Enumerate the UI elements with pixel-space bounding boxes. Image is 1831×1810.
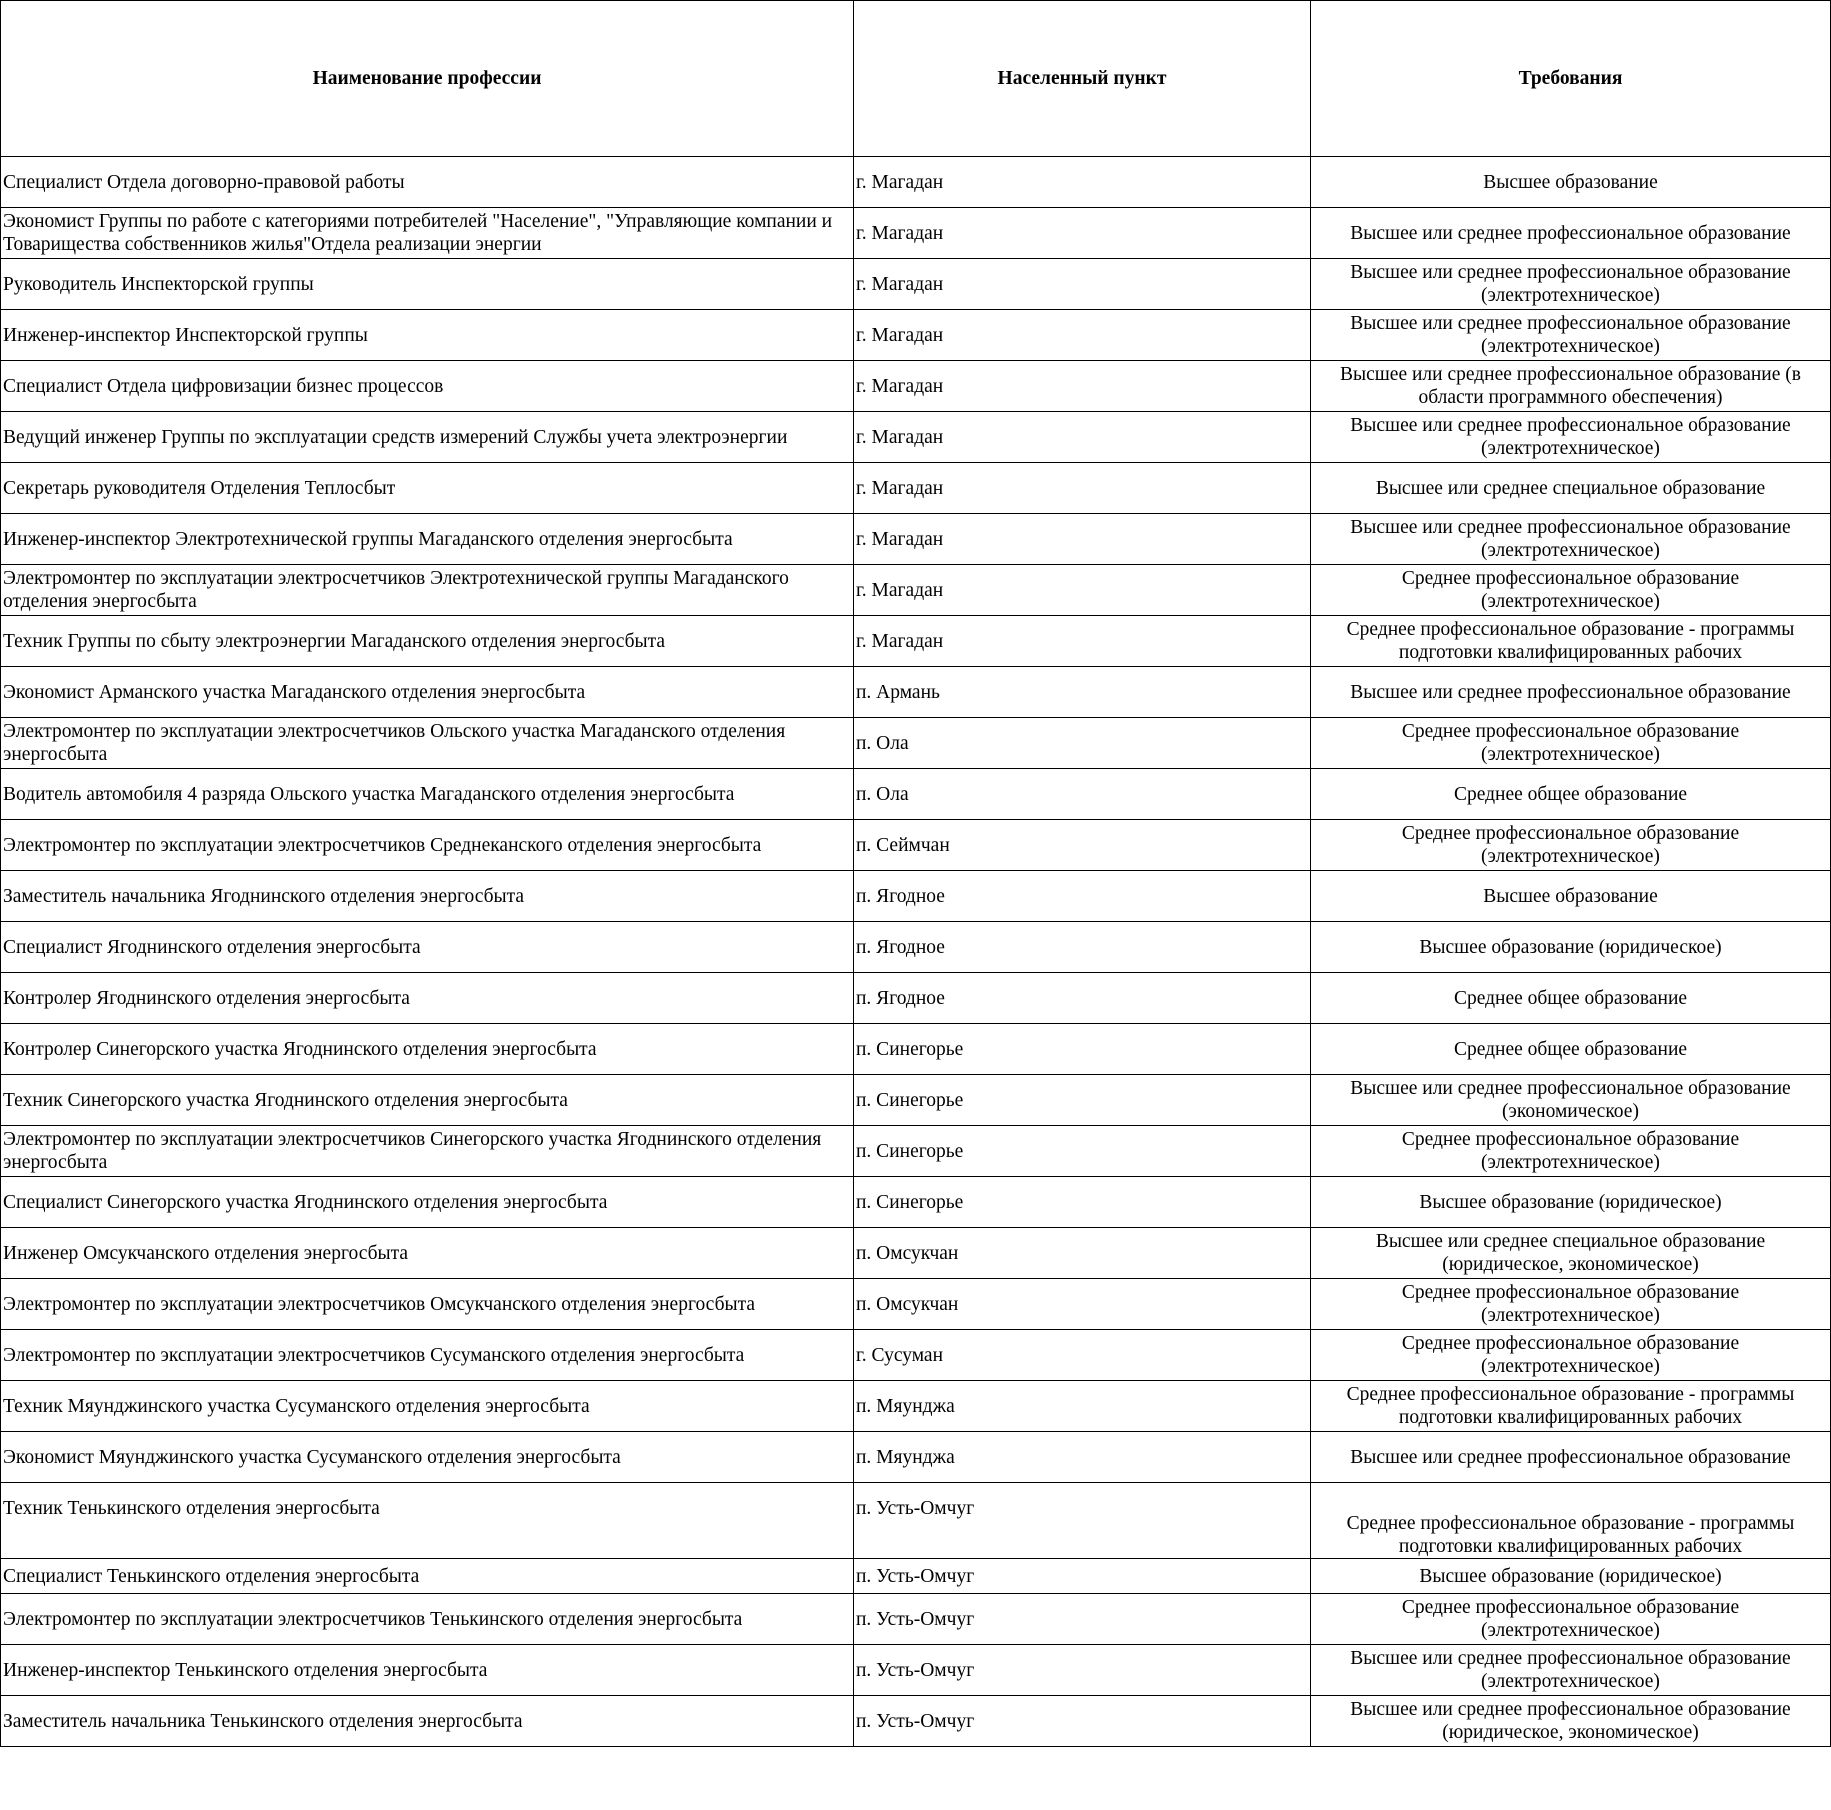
- location-cell: г. Магадан: [854, 259, 1311, 310]
- table-row: [1, 1024, 1831, 1075]
- location-cell: п. Усть-Омчуг: [854, 1483, 1311, 1559]
- table-row: [1, 361, 1831, 412]
- table-row: [1, 514, 1831, 565]
- table-row: [1, 1279, 1831, 1330]
- requirements-cell: Среднее профессиональное образование (электротехническое): [1311, 1126, 1831, 1177]
- location-cell: п. Усть-Омчуг: [854, 1594, 1311, 1645]
- profession-cell: Инженер-инспектор Тенькинского отделения энергосбыта: [1, 1645, 854, 1696]
- table-row: [1, 616, 1831, 667]
- profession-cell: Руководитель Инспекторской группы: [1, 259, 854, 310]
- location-cell: г. Магадан: [854, 310, 1311, 361]
- table-row: [1, 412, 1831, 463]
- profession-cell: Специалист Отдела договорно-правовой работы: [1, 157, 854, 208]
- table-row: [1, 973, 1831, 1024]
- table-row: [1, 1330, 1831, 1381]
- requirements-cell: Высшее образование (юридическое): [1311, 1559, 1831, 1594]
- profession-cell: Инженер-инспектор Инспекторской группы: [1, 310, 854, 361]
- profession-cell: Техник Группы по сбыту электроэнергии Магаданского отделения энергосбыта: [1, 616, 854, 667]
- table-row: [1, 259, 1831, 310]
- profession-cell: Специалист Синегорского участка Ягоднинского отделения энергосбыта: [1, 1177, 854, 1228]
- table-row: [1, 157, 1831, 208]
- requirements-cell: Высшее образование: [1311, 157, 1831, 208]
- requirements-cell: Высшее или среднее профессиональное образование (юридическое, экономическое): [1311, 1696, 1831, 1747]
- profession-cell: Экономист Арманского участка Магаданского отделения энергосбыта: [1, 667, 854, 718]
- requirements-cell: Среднее профессиональное образование - программы подготовки квалифицированных рабочих: [1311, 1381, 1831, 1432]
- profession-cell: Электромонтер по эксплуатации электросчетчиков Сусуманского отделения энергосбыта: [1, 1330, 854, 1381]
- location-cell: п. Ола: [854, 718, 1311, 769]
- requirements-cell: Высшее или среднее профессиональное образование (электротехническое): [1311, 412, 1831, 463]
- requirements-cell: Среднее общее образование: [1311, 769, 1831, 820]
- location-cell: п. Усть-Омчуг: [854, 1559, 1311, 1594]
- header-requirements: Требования: [1311, 1, 1831, 157]
- profession-cell: Техник Синегорского участка Ягоднинского отделения энергосбыта: [1, 1075, 854, 1126]
- requirements-cell: Высшее или среднее профессиональное образование: [1311, 208, 1831, 259]
- requirements-cell: Высшее или среднее профессиональное образование (электротехническое): [1311, 514, 1831, 565]
- requirements-cell: Среднее профессиональное образование - программы подготовки квалифицированных рабочих: [1311, 616, 1831, 667]
- table-row: [1, 1696, 1831, 1747]
- location-cell: п. Сеймчан: [854, 820, 1311, 871]
- requirements-cell: Среднее профессиональное образование (электротехническое): [1311, 820, 1831, 871]
- requirements-cell: Высшее образование: [1311, 871, 1831, 922]
- profession-cell: Заместитель начальника Ягоднинского отделения энергосбыта: [1, 871, 854, 922]
- profession-cell: Техник Тенькинского отделения энергосбыта: [1, 1483, 854, 1559]
- requirements-cell: Среднее профессиональное образование (электротехническое): [1311, 1594, 1831, 1645]
- table-row: [1, 463, 1831, 514]
- location-cell: п. Омсукчан: [854, 1228, 1311, 1279]
- profession-cell: Контролер Синегорского участка Ягоднинского отделения энергосбыта: [1, 1024, 854, 1075]
- location-cell: п. Ола: [854, 769, 1311, 820]
- table-row: [1, 1126, 1831, 1177]
- location-cell: г. Магадан: [854, 514, 1311, 565]
- requirements-cell: Среднее профессиональное образование - программы подготовки квалифицированных рабочих: [1311, 1483, 1831, 1559]
- requirements-cell: Высшее или среднее профессиональное образование (в области программного обеспечения): [1311, 361, 1831, 412]
- profession-cell: Водитель автомобиля 4 разряда Ольского участка Магаданского отделения энергосбыта: [1, 769, 854, 820]
- requirements-cell: Среднее общее образование: [1311, 1024, 1831, 1075]
- table-row: [1, 1228, 1831, 1279]
- profession-cell: Электромонтер по эксплуатации электросчетчиков Электротехнической группы Магаданского отделения энергосбыта: [1, 565, 854, 616]
- location-cell: п. Усть-Омчуг: [854, 1645, 1311, 1696]
- location-cell: п. Ягодное: [854, 871, 1311, 922]
- profession-cell: Ведущий инженер Группы по эксплуатации средств измерений Службы учета электроэнергии: [1, 412, 854, 463]
- table-row: [1, 1483, 1831, 1559]
- location-cell: г. Магадан: [854, 565, 1311, 616]
- table-row: [1, 1177, 1831, 1228]
- requirements-cell: Высшее или среднее профессиональное образование: [1311, 667, 1831, 718]
- table-row: [1, 1075, 1831, 1126]
- table-row: [1, 871, 1831, 922]
- table-row: [1, 667, 1831, 718]
- location-cell: п. Синегорье: [854, 1177, 1311, 1228]
- profession-cell: Контролер Ягоднинского отделения энергосбыта: [1, 973, 854, 1024]
- profession-cell: Экономист Группы по работе с категориями потребителей "Население", "Управляющие компании и Товарищества собственников жилья"Отдела реализации энергии: [1, 208, 854, 259]
- table-row: [1, 1594, 1831, 1645]
- table-row: [1, 820, 1831, 871]
- location-cell: п. Мяунджа: [854, 1381, 1311, 1432]
- location-cell: п. Омсукчан: [854, 1279, 1311, 1330]
- location-cell: п. Мяунджа: [854, 1432, 1311, 1483]
- requirements-cell: Высшее или среднее профессиональное образование (электротехническое): [1311, 259, 1831, 310]
- location-cell: г. Сусуман: [854, 1330, 1311, 1381]
- table-body: [1, 157, 1831, 1747]
- table-row: [1, 310, 1831, 361]
- profession-cell: Специалист Ягоднинского отделения энергосбыта: [1, 922, 854, 973]
- table-row: [1, 1559, 1831, 1594]
- requirements-cell: Среднее профессиональное образование (электротехническое): [1311, 718, 1831, 769]
- table-row: [1, 1381, 1831, 1432]
- requirements-cell: Высшее образование (юридическое): [1311, 922, 1831, 973]
- location-cell: п. Синегорье: [854, 1126, 1311, 1177]
- requirements-cell: Среднее профессиональное образование (электротехническое): [1311, 1330, 1831, 1381]
- location-cell: п. Синегорье: [854, 1075, 1311, 1126]
- requirements-cell: Среднее профессиональное образование (электротехническое): [1311, 1279, 1831, 1330]
- table-row: [1, 565, 1831, 616]
- requirements-cell: Среднее общее образование: [1311, 973, 1831, 1024]
- requirements-cell: Высшее или среднее профессиональное образование (электротехническое): [1311, 310, 1831, 361]
- profession-cell: Электромонтер по эксплуатации электросчетчиков Омсукчанского отделения энергосбыта: [1, 1279, 854, 1330]
- location-cell: п. Синегорье: [854, 1024, 1311, 1075]
- table-row: [1, 769, 1831, 820]
- location-cell: г. Магадан: [854, 463, 1311, 514]
- table-row: [1, 922, 1831, 973]
- profession-cell: Инженер-инспектор Электротехнической группы Магаданского отделения энергосбыта: [1, 514, 854, 565]
- location-cell: п. Ягодное: [854, 922, 1311, 973]
- profession-cell: Электромонтер по эксплуатации электросчетчиков Тенькинского отделения энергосбыта: [1, 1594, 854, 1645]
- profession-cell: Экономист Мяунджинского участка Сусуманского отделения энергосбыта: [1, 1432, 854, 1483]
- profession-cell: Заместитель начальника Тенькинского отделения энергосбыта: [1, 1696, 854, 1747]
- location-cell: г. Магадан: [854, 361, 1311, 412]
- profession-cell: Специалист Отдела цифровизации бизнес процессов: [1, 361, 854, 412]
- table-row: [1, 1432, 1831, 1483]
- requirements-cell: Высшее или среднее профессиональное образование (электротехническое): [1311, 1645, 1831, 1696]
- header-profession: Наименование профессии: [1, 1, 854, 157]
- header-location: Населенный пункт: [854, 1, 1311, 157]
- profession-cell: Электромонтер по эксплуатации электросчетчиков Среднеканского отделения энергосбыта: [1, 820, 854, 871]
- requirements-cell: Высшее или среднее специальное образование (юридическое, экономическое): [1311, 1228, 1831, 1279]
- requirements-cell: Высшее или среднее специальное образование: [1311, 463, 1831, 514]
- requirements-cell: Высшее или среднее профессиональное образование (экономическое): [1311, 1075, 1831, 1126]
- profession-cell: Электромонтер по эксплуатации электросчетчиков Ольского участка Магаданского отделения энергосбыта: [1, 718, 854, 769]
- location-cell: п. Армань: [854, 667, 1311, 718]
- profession-cell: Электромонтер по эксплуатации электросчетчиков Синегорского участка Ягоднинского отделения энергосбыта: [1, 1126, 854, 1177]
- requirements-cell: Высшее образование (юридическое): [1311, 1177, 1831, 1228]
- location-cell: п. Ягодное: [854, 973, 1311, 1024]
- requirements-cell: Высшее или среднее профессиональное образование: [1311, 1432, 1831, 1483]
- profession-cell: Специалист Тенькинского отделения энергосбыта: [1, 1559, 854, 1594]
- table-header-row: [1, 1, 1831, 157]
- profession-cell: Инженер Омсукчанского отделения энергосбыта: [1, 1228, 854, 1279]
- location-cell: г. Магадан: [854, 616, 1311, 667]
- location-cell: г. Магадан: [854, 412, 1311, 463]
- location-cell: г. Магадан: [854, 208, 1311, 259]
- profession-cell: Техник Мяунджинского участка Сусуманского отделения энергосбыта: [1, 1381, 854, 1432]
- table-row: [1, 208, 1831, 259]
- location-cell: г. Магадан: [854, 157, 1311, 208]
- table-row: [1, 1645, 1831, 1696]
- profession-cell: Секретарь руководителя Отделения Теплосбыт: [1, 463, 854, 514]
- requirements-cell: Среднее профессиональное образование (электротехническое): [1311, 565, 1831, 616]
- table-row: [1, 718, 1831, 769]
- location-cell: п. Усть-Омчуг: [854, 1696, 1311, 1747]
